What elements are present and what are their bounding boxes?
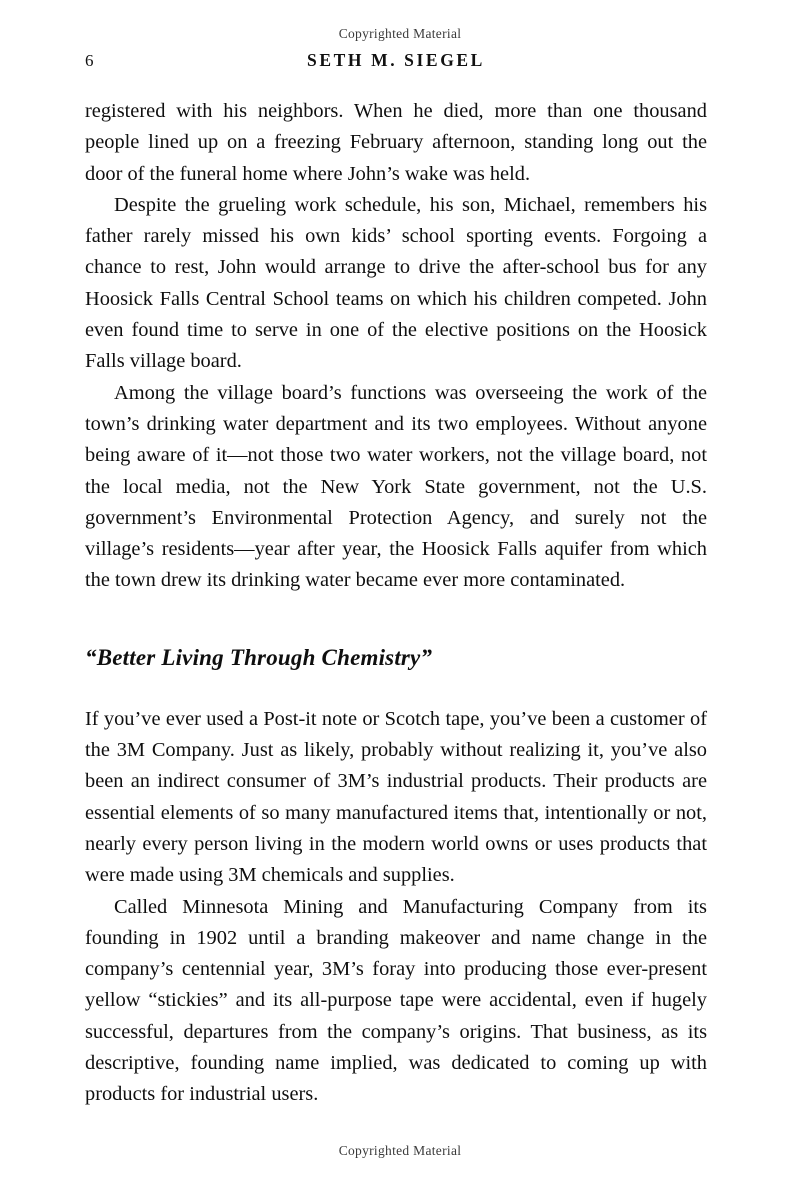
paragraph: Despite the grueling work schedule, his son, Michael, remembers his father rarely missed his own kids’ school sporting events. Forgoing a chance to rest, John would arrange to drive the after-school bus for any Hoosick Falls Central School teams on which his children competed. John even found time to serve in one of the elective positions on the Hoosick Falls village board. [85,193,707,373]
paragraph: Among the village board’s functions was overseeing the work of the town’s drinking water department and its two employees. Without anyone being aware of it—not those two water workers, not the village board, not the local media, not the New York State government, not the U.S. government’s Environmental Protection Agency, and surely not the village’s residents—year after year, the Hoosick Falls aquifer from which the town drew its drinking water became ever more contaminated. [85,381,707,592]
copyright-notice-bottom: Copyrighted Material [338,1143,462,1158]
paragraph: If you’ve ever used a Post-it note or Scotch tape, you’ve been a customer of the 3M Company. Just as likely, probably without realizing it, you’ve also been an indirect consumer of 3M’s industrial products. Their products are essential elements of so many manufactured items that, intentionally or not, nearly every person living in the modern world owns or uses products that were made using 3M chemicals and supplies. [85,707,707,887]
copyright-notice-top: Copyrighted Material [338,26,462,41]
body-text-column [85,96,707,1111]
page-number: 6 [85,51,94,70]
running-head [85,50,707,74]
spacer [85,597,707,645]
paragraph: registered with his neighbors. When he died, more than one thousand people lined up on a freezing February afternoon, standing long out the door of the funeral home where John’s wake was held. [85,100,707,185]
spacer [85,671,707,704]
section-heading: “Better Living Through Chemistry” [85,644,433,670]
paragraph: Called Minnesota Mining and Manufacturing Company from its founding in 1902 until a branding makeover and name change in the company’s centennial year, 3M’s foray into producing those ever-present yellow “stickies” and its all-purpose tape were accidental, even if hugely successful, departures from the company’s origins. That business, as its descriptive, founding name implied, was dedicated to coming up with products for industrial users. [85,895,707,1106]
running-head-author: SETH M. SIEGEL [307,50,485,70]
